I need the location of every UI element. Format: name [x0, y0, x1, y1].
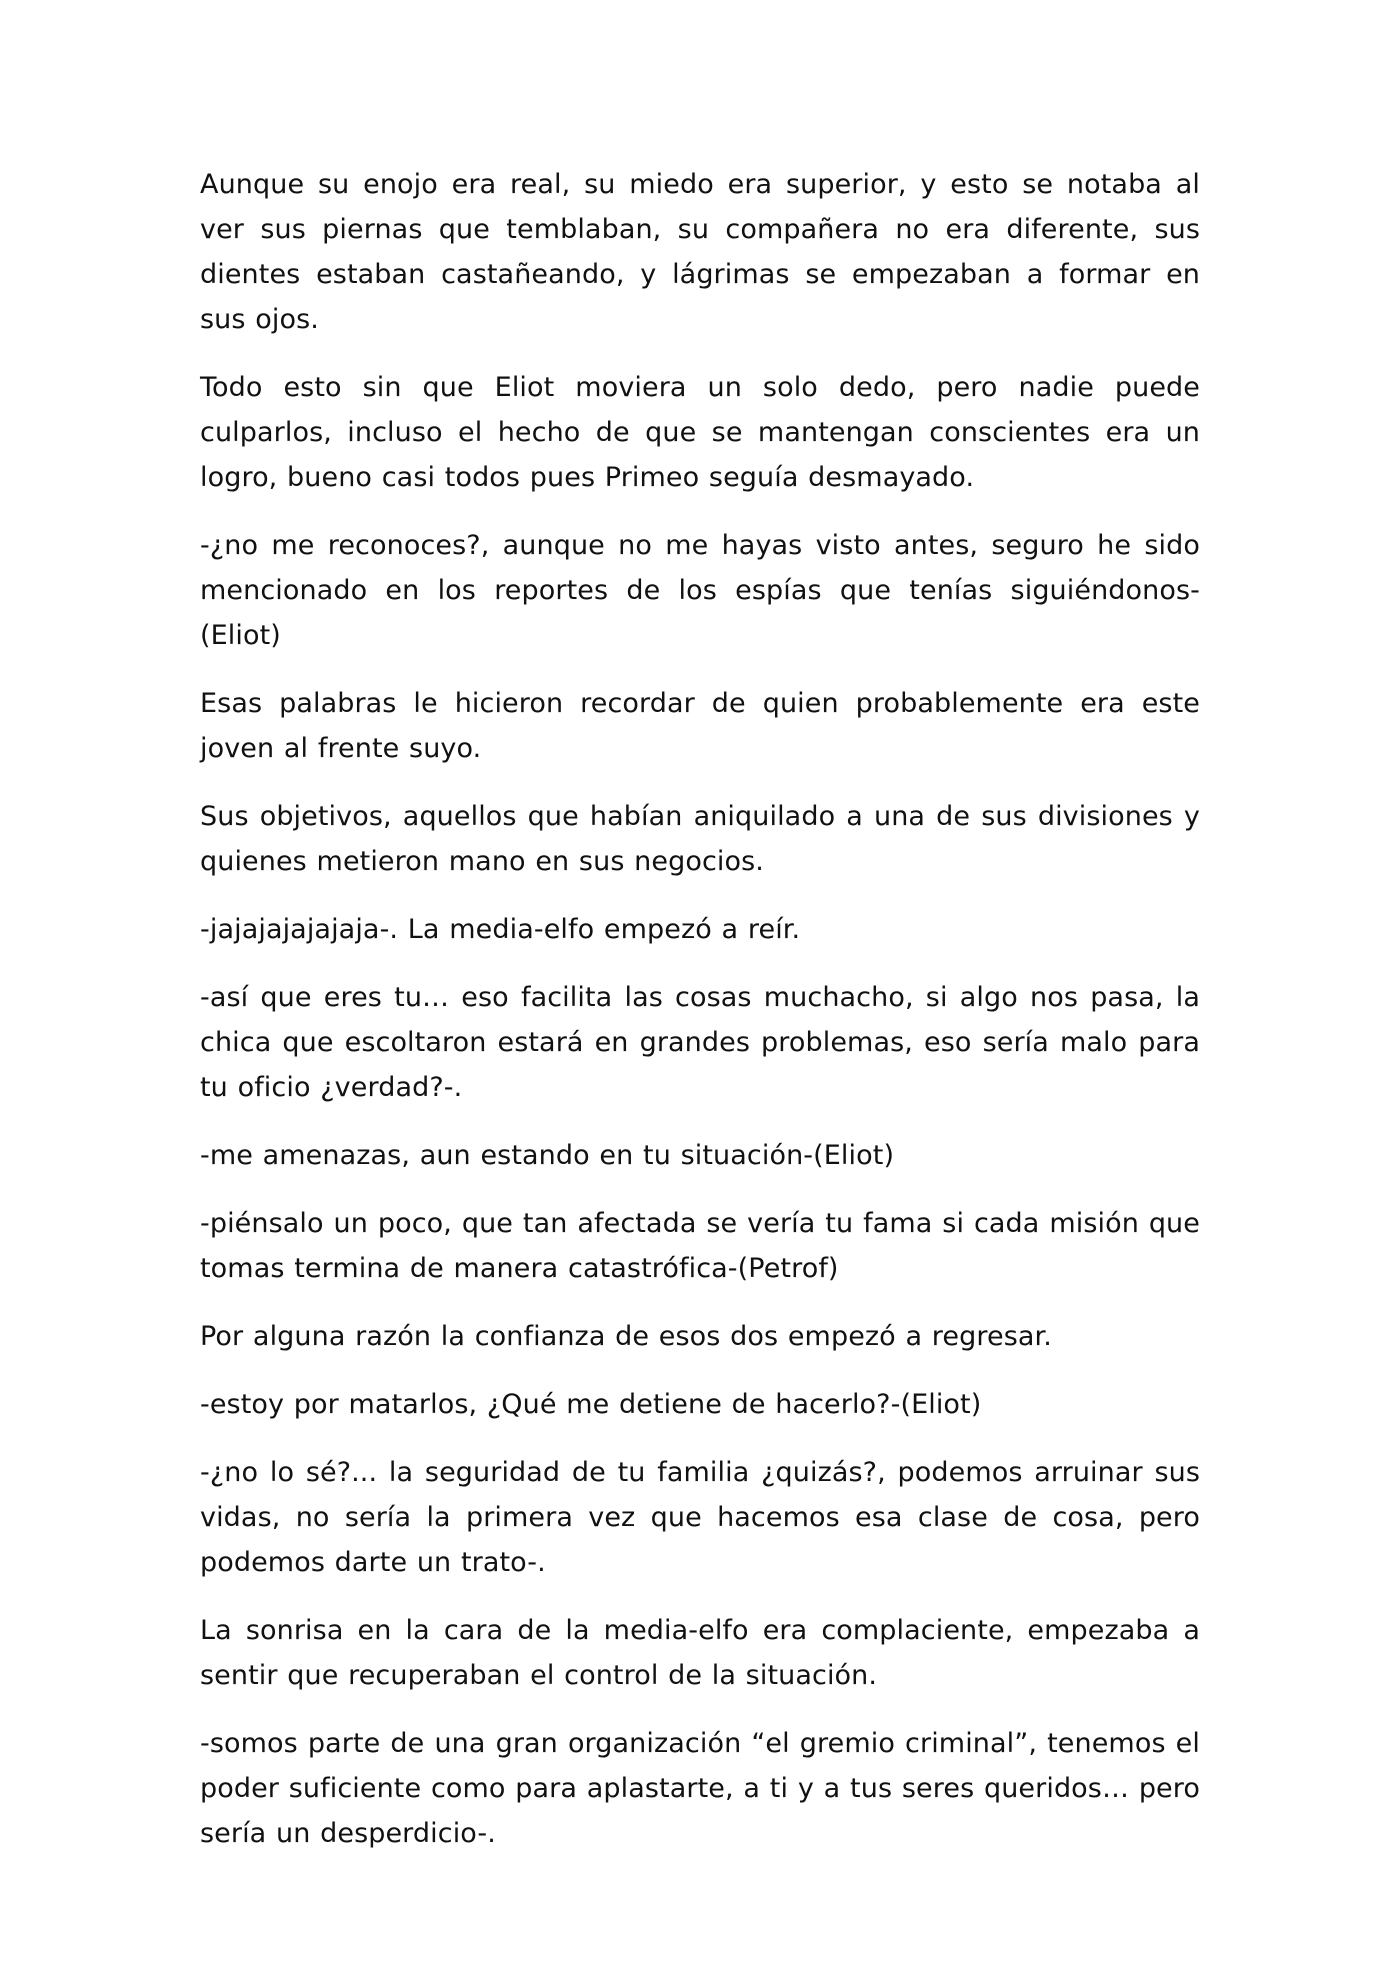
- document-body: [200, 162, 1200, 1879]
- paragraph: Por alguna razón la confianza de esos dos empezó a regresar.: [200, 1321, 1052, 1352]
- paragraph: Sus objetivos, aquellos que habían aniquilado a una de sus divisiones y quienes metieron mano en sus negocios.: [200, 801, 1200, 877]
- paragraph: -me amenazas, aun estando en tu situación-(Eliot): [200, 1140, 895, 1171]
- paragraph: Todo esto sin que Eliot moviera un solo dedo, pero nadie puede culparlos, incluso el hecho de que se mantengan conscientes era un logro, bueno casi todos pues Primeo seguía desmayado.: [200, 372, 1200, 493]
- paragraph: -piénsalo un poco, que tan afectada se vería tu fama si cada misión que tomas termina de manera catastrófica-(Petrof): [200, 1208, 1200, 1284]
- paragraph: -¿no lo sé?... la seguridad de tu familia ¿quizás?, podemos arruinar sus vidas, no sería la primera vez que hacemos esa clase de cosa, pero podemos darte un trato-.: [200, 1457, 1200, 1578]
- paragraph: -somos parte de una gran organización “el gremio criminal”, tenemos el poder suficiente como para aplastarte, a ti y a tus seres queridos… pero sería un desperdicio-.: [200, 1728, 1200, 1849]
- paragraph: Aunque su enojo era real, su miedo era superior, y esto se notaba al ver sus piernas que temblaban, su compañera no era diferente, sus dientes estaban castañeando, y lágrimas se empezaban a formar en sus ojos.: [200, 169, 1200, 335]
- paragraph: -estoy por matarlos, ¿Qué me detiene de hacerlo?-(Eliot): [200, 1389, 982, 1420]
- paragraph: Esas palabras le hicieron recordar de quien probablemente era este joven al frente suyo.: [200, 688, 1200, 764]
- paragraph: -¿no me reconoces?, aunque no me hayas visto antes, seguro he sido mencionado en los reportes de los espías que tenías siguiéndonos-(Eliot): [200, 530, 1200, 651]
- paragraph: -jajajajajajaja-. La media-elfo empezó a reír.: [200, 914, 801, 945]
- paragraph: La sonrisa en la cara de la media-elfo era complaciente, empezaba a sentir que recuperaban el control de la situación.: [200, 1615, 1200, 1691]
- paragraph: -así que eres tu… eso facilita las cosas muchacho, si algo nos pasa, la chica que escoltaron estará en grandes problemas, eso sería malo para tu oficio ¿verdad?-.: [200, 982, 1200, 1103]
